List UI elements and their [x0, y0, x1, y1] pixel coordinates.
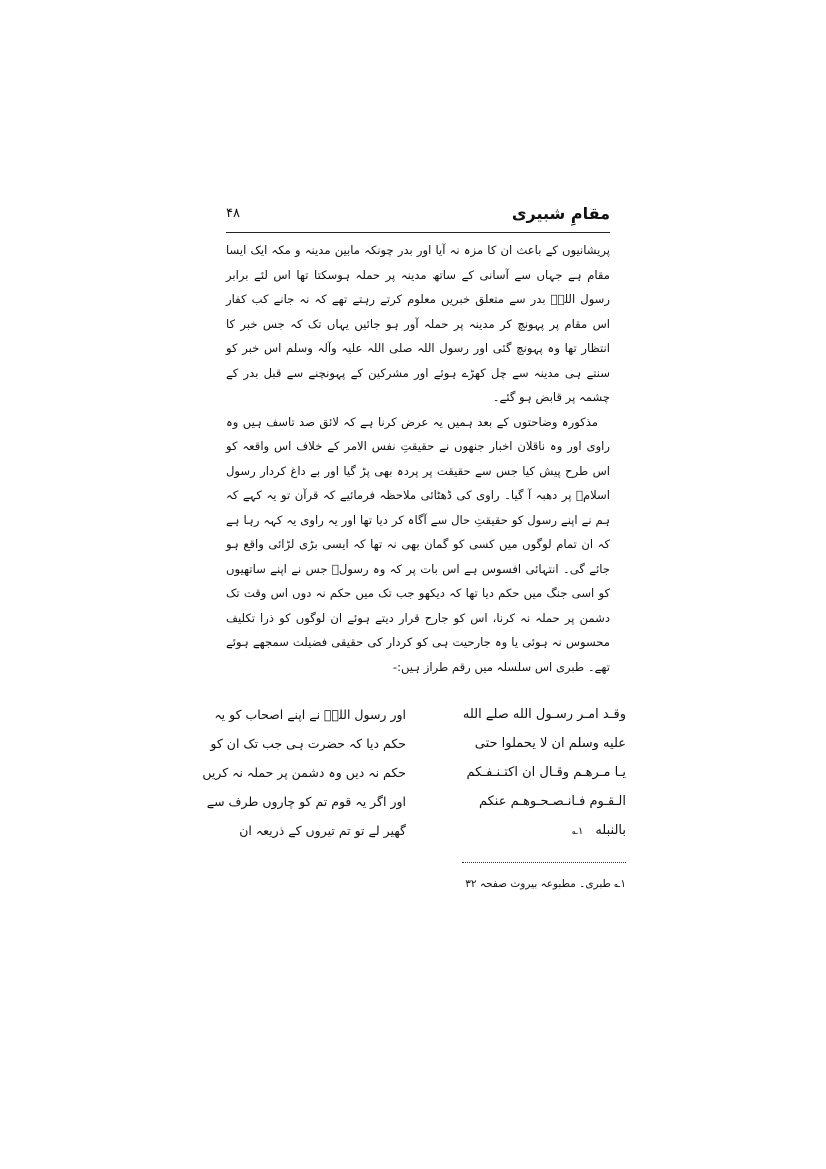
footnote: ۱؎ طبری۔ مطبوعہ بیروت صفحہ ۳۲: [465, 878, 626, 890]
urdu-translation-line: گھیر لے تو تم تیروں کے ذریعہ ان: [239, 823, 406, 838]
page-header: [226, 204, 610, 230]
arabic-quote-line: بالنبله: [595, 823, 626, 838]
paragraph-2: مذکورہ وضاحتوں کے بعد ہمیں یہ عرض کرنا ہے کہ لائق صد تاسف ہیں وہ راوی اور وہ ناقلان اخبار جنھوں نے حقیقتِ نفس الامر کے خلاف اس واقعہ کو اس طرح پیش کیا جس سے حقیقت پر پردہ بھی پڑ گیا اور بے داغ کردار رسول اسلامؐ پر دھبہ آ گیا۔ راوی کی ڈھٹائی ملاحظہ فرمائیے کہ قرآن تو یہ کہے کہ ہم نے اپنے رسول کو حقیقتِ حال سے آگاہ کر دیا تھا اور یہ راوی یہ کہہ رہا ہے کہ ان تمام لوگوں میں کسی کو گمان بھی نہ تھا کہ ایسی بڑی لڑائی واقع ہو جائے گی۔ انتہائی افسوس ہے اس بات پر کہ وہ رسولؐ جس نے اپنے ساتھیوں کو اسی جنگ میں حکم دیا تھا کہ دیکھو جب تک میں حکم نہ دوں اس وقت تک دشمن پر حملہ نہ کرنا، اس کو جارح قرار دیتے ہوئے ان لوگوں کو ذرا تکلیف محسوس نہ ہوئی یا وہ جارحیت ہی کو کردار کی حقیقی فضیلت سمجھے ہوئے تھے۔ طبری اس سلسلہ میں رقم طراز ہیں:-: [226, 414, 610, 674]
page-number: ۴۸: [226, 206, 240, 221]
running-title: مقامِ شبیری: [511, 204, 610, 223]
urdu-translation-line: اور اگر یہ قوم تم کو چاروں طرف سے: [206, 794, 406, 809]
arabic-quote-line: وقـد امـر رسـول الله صلے الله: [462, 707, 626, 722]
quotation-block: [202, 700, 626, 860]
arabic-quote-line: يـا مـرهـم وقـال ان اكتـنـفـكم: [466, 765, 626, 780]
urdu-translation-line: حکم نہ دیں وہ دشمن پر حملہ نہ کریں: [202, 765, 406, 780]
paragraph-1: پریشانیوں کے باعث ان کا مزہ نہ آیا اور بدر چونکہ مابین مدینہ و مکہ ایک ایسا مقام ہے جہاں سے آسانی کے ساتھ مدینہ پر حملہ ہوسکتا تھا اس لئے برابر رسول اللہؐ بدر سے متعلق خبریں معلوم کرتے رہتے تھے کہ نہ جانے کب کفار اس مقام پر پہونچ کر مدینہ پر حملہ آور ہو جائیں یہاں تک کہ جس خبر کا انتظار تھا وہ پہونچ گئی اور رسول اللہ صلی اللہ علیہ وآلہ وسلم اس خبر کو سنتے ہی مدینہ سے چل کھڑے ہوئے اور مشرکین کے پہونچنے سے قبل بدر کے چشمہ پر قابض ہو گئے۔: [226, 243, 610, 404]
footnote-marker: ۱؎: [572, 826, 584, 837]
header-rule: [226, 232, 610, 233]
body-text: [226, 238, 610, 679]
arabic-quote-line: الـقـوم فـانـصـحـوهـم عنكم: [478, 794, 626, 809]
urdu-translation-line: اور رسول اللہؐ نے اپنے اصحاب کو یہ: [214, 707, 406, 722]
footnote-separator: [462, 862, 626, 863]
arabic-quote-line: عليه وسلم ان لا يحملوا حتى: [474, 736, 626, 751]
urdu-translation-line: حکم دیا کہ حضرت ہی جب تک ان کو: [210, 736, 406, 751]
arabic-quote-line-last: [430, 816, 626, 846]
urdu-translation: [202, 700, 406, 845]
arabic-quote: [430, 700, 626, 846]
